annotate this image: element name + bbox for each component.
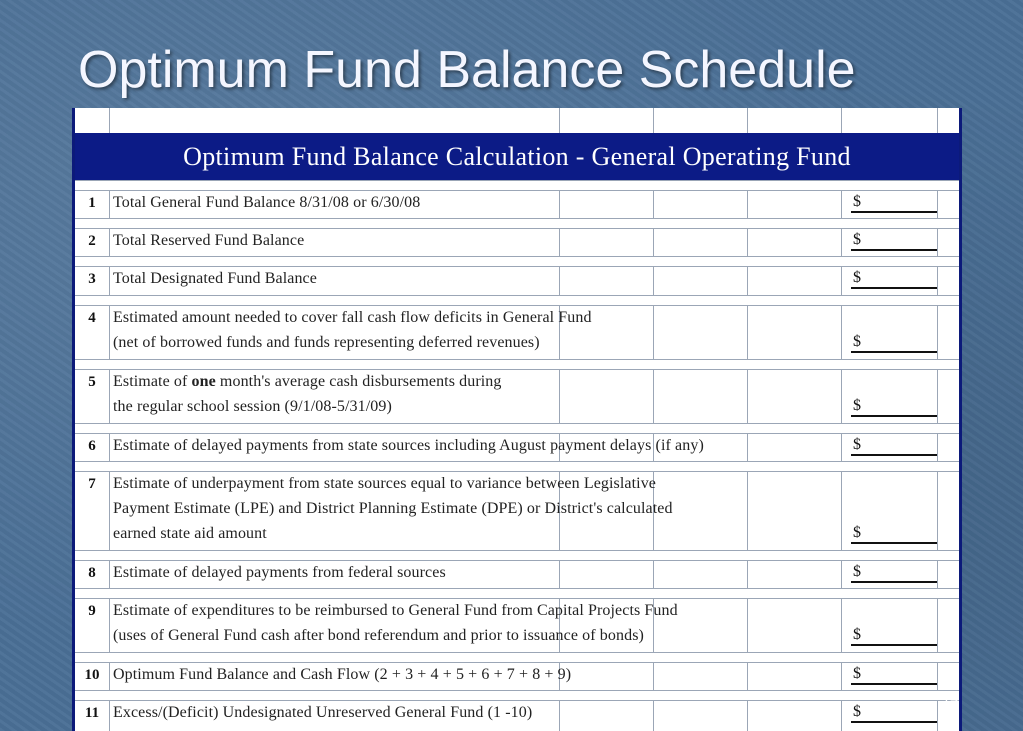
row-description: Payment Estimate (LPE) and District Planning Estimate (DPE) or District's calculated — [113, 500, 673, 517]
amount-field[interactable]: $ — [851, 333, 937, 353]
table-row — [75, 700, 959, 727]
row-description: Excess/(Deficit) Undesignated Unreserved General Fund (1 -10) — [113, 704, 533, 721]
row-number: 11 — [84, 705, 100, 721]
table-row — [75, 266, 959, 293]
row-number: 5 — [88, 374, 96, 390]
table-header: Optimum Fund Balance Calculation - General Operating Fund — [75, 133, 959, 180]
amount-field[interactable]: $ — [851, 269, 937, 289]
table-row — [75, 228, 959, 255]
table-row — [75, 662, 959, 689]
fund-balance-table — [72, 108, 962, 731]
row-description: Optimum Fund Balance and Cash Flow (2 + 3 + 4 + 5 + 6 + 7 + 8 + 9) — [113, 666, 572, 683]
row-number: 2 — [88, 233, 96, 249]
row-number: 1 — [88, 195, 96, 211]
table-row — [75, 598, 959, 651]
row-description: Estimate of delayed payments from state sources including August payment delays (if any) — [113, 437, 704, 454]
table-row — [75, 305, 959, 358]
amount-field[interactable]: $ — [851, 436, 937, 456]
row-description: Total Reserved Fund Balance — [113, 232, 305, 249]
amount-field[interactable]: $ — [851, 524, 937, 544]
table-row — [75, 433, 959, 460]
row-description: earned state aid amount — [113, 525, 267, 542]
amount-field[interactable]: $ — [851, 193, 937, 213]
amount-field[interactable]: $ — [851, 563, 937, 583]
row-description: (uses of General Fund cash after bond referendum and prior to issuance of bonds) — [113, 627, 644, 644]
row-number: 9 — [88, 603, 96, 619]
row-description: Total Designated Fund Balance — [113, 270, 317, 287]
amount-field[interactable]: $ — [851, 665, 937, 685]
row-number: 8 — [88, 565, 96, 581]
row-number: 4 — [88, 310, 96, 326]
slide-title: Optimum Fund Balance Schedule — [78, 41, 856, 99]
row-description: Estimate of expenditures to be reimbursed to General Fund from Capital Projects Fund — [113, 602, 678, 619]
amount-field[interactable]: $ — [851, 626, 937, 646]
amount-field[interactable]: $ — [851, 703, 937, 723]
row-number: 3 — [88, 271, 96, 287]
row-description: Estimate of delayed payments from federal sources — [113, 564, 446, 581]
row-number: 7 — [88, 476, 96, 492]
table-row — [75, 560, 959, 587]
row-description: the regular school session (9/1/08-5/31/09) — [113, 398, 392, 415]
amount-field[interactable]: $ — [851, 397, 937, 417]
row-description: (net of borrowed funds and funds representing deferred revenues) — [113, 334, 540, 351]
amount-field[interactable]: $ — [851, 231, 937, 251]
page-number: 14 — [942, 690, 959, 707]
row-description: Estimated amount needed to cover fall cash flow deficits in General Fund — [113, 309, 592, 326]
row-number: 6 — [88, 438, 96, 454]
table-row — [75, 190, 959, 217]
row-description: Estimate of underpayment from state sources equal to variance between Legislative — [113, 475, 657, 492]
row-description: Total General Fund Balance 8/31/08 or 6/30/08 — [113, 194, 421, 211]
row-description: Estimate of one month's average cash disbursements during — [113, 373, 502, 390]
table-row — [75, 471, 959, 549]
row-number: 10 — [84, 667, 100, 683]
table-row — [75, 369, 959, 422]
